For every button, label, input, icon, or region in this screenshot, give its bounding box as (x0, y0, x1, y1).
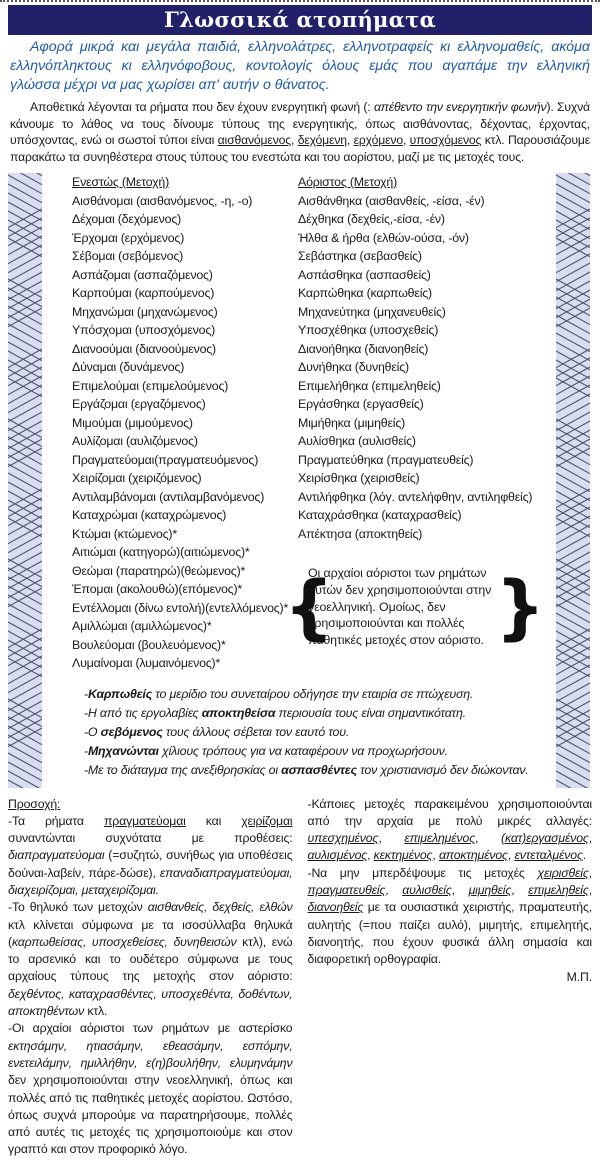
participle-term: υπεσχημένος (307, 831, 379, 846)
participle-term: κεκτημένος (373, 848, 433, 863)
attention-heading: Προσοχή: (8, 796, 61, 811)
aorist-verb-row: Επιμελήθηκα (επιμεληθείς) (298, 378, 441, 393)
example-sentence (84, 742, 550, 761)
aorist-verb-row: Σεβάστηκα (σεβασθείς) (298, 249, 422, 263)
hatch-line (8, 744, 42, 763)
present-verb-row: Διανοούμαι (διανοούμενος) (72, 341, 216, 356)
hatch-line (556, 744, 590, 763)
hatch-line (556, 753, 590, 772)
text-fragment: διαπραγματεύομαι (8, 848, 105, 863)
present-verb-row: Αυλίζομαι (αυλιζόμενος) (72, 434, 198, 448)
attention-item (8, 813, 293, 899)
aorist-column-header: Αόριστος (Μετοχή) (298, 175, 397, 189)
example-sentence (84, 704, 550, 723)
participle-term-wrapper (308, 831, 379, 845)
text-fragment: -Να μην μπερδέψουμε τις μετοχές (307, 865, 538, 880)
participle-term-wrapper (308, 900, 364, 914)
participle-term: μιμηθείς (468, 882, 512, 897)
aorist-verb-row: Δυνήθηκα (δυνηθείς) (298, 360, 409, 374)
text-fragment: χειρίζομαι (241, 813, 293, 828)
text-fragment: κτλ. (84, 1004, 108, 1019)
participle-term: επιμελημένος (404, 831, 476, 846)
para-text: κτλ. Παρουσιάζουμε παρακάτω τα συνηθέστερα στους τύπους του ενεστώτα και του αορίστου, μαζί με τις μετοχές τους. (10, 133, 590, 164)
example-text: περιουσία τους είναι σημαντικότατη. (275, 705, 466, 720)
hatch-line (556, 173, 590, 185)
present-verb-row: Καταχρώμαι (καταχρώμενος) (72, 508, 227, 522)
aorist-verb-row: Ήλθα & ήρθα (ελθών-ούσα, -όν) (298, 230, 469, 245)
hatch-line (556, 762, 590, 781)
aorist-verb-row: Αυλίσθηκα (αυλισθείς) (298, 434, 416, 448)
note-text: Οι αρχαίοι αόριστοι των ρημάτων αυτών δεν χρησιμοποιούνται στην νεοελληνική. Ομοίως, δεν χρησιμοποιούνται και πολλές παθητικές μετοχές στον αόριστο. (308, 566, 492, 648)
hatch-pattern-icon (8, 173, 42, 788)
participle-list: χειρισθείς, πραγματευθείς, αυλισθείς, μιμηθείς, επιμεληθείς, διανοηθείς (307, 865, 592, 915)
example-text: - (84, 686, 88, 701)
participle-term: διανοηθείς (307, 900, 364, 915)
text-fragment: με τα ουσιαστικά χειριστής, πραματευτής, αυλητής (=που παίζει αυλό), μιμητής, επιμελητής, διανοητής, που έχουν φυσικά άλλη σημασία και διαφορετική ορθογραφία. (307, 900, 592, 967)
hatch-line (556, 175, 590, 194)
article-title: Γλωσσικά ατοπήματα (8, 5, 592, 35)
participle-term-wrapper (404, 831, 475, 845)
present-verb-row: Εντέλλομαι (δίνω εντολή)(εντελλόμενος)* (72, 600, 289, 615)
hatch-line (556, 333, 590, 352)
present-verb-row: Χειρίζομαι (χειριζόμενος) (72, 471, 202, 485)
text-fragment: εκτησάμην, ητιασάμην, εθεασάμην, εσπόμην, ενετειλάμην, ημιλλήθην, ε(η)βουλήθην, ελυμηνάμην (8, 1038, 293, 1070)
participle-term: αυλισθείς (402, 882, 452, 897)
text-fragment: δεν χρησιμοποιούνται στην νεοελληνική, όπως και πολλές από τις παθητικές μετοχές αορίστου. Ωστόσο, όπως συχνά μπορούμε να παρατηρήσουμε, πολλές από αυτές τις μετοχές τις χρησιμοποιούμε και στον γραπτό και στον προφορικό λόγο. (8, 1073, 293, 1157)
aorist-verb-row: Αντιλήφθηκα (λόγ. αντελήφθην, αντιληφθείς) (298, 489, 533, 504)
attention-section (8, 796, 592, 1167)
hatch-line (556, 683, 590, 702)
para-text: Αποθετικά λέγονται τα ρήματα που δεν έχουν ενεργητική φωνή (: (30, 100, 371, 114)
example-text: τους άλλους σέβεται τον εαυτό του. (162, 724, 350, 739)
present-verb-row: Αισθάνομαι (αισθανόμενος, -η, -ο) (72, 193, 253, 208)
participle-list: υπεσχημένος, επιμελημένος, (κατ)εργασμένος, αυλισμένος, κεκτημένος, αποκτημένος, εντεταλμένος. (307, 831, 592, 863)
hatch-line (8, 173, 42, 185)
participle-term-wrapper (439, 848, 508, 862)
highlighted-participle: αποκτηθείσα (201, 705, 276, 720)
participle-term-wrapper (528, 883, 589, 897)
present-verb-row: Δύναμαι (δυνάμενος) (72, 360, 185, 374)
text-fragment: κτλ κλίνεται σύμφωνα με τα ισοσύλλαβα θηλυκά ( (8, 917, 293, 949)
participle-term-wrapper (402, 883, 451, 897)
example-sentences (50, 685, 550, 788)
text-fragment: -Το θηλυκό των μετοχών (8, 900, 148, 915)
aorist-verb-row: Δέχθηκα (δεχθείς,-είσα, -έν) (298, 212, 445, 226)
hatch-line (8, 613, 42, 632)
correct-form: αισθανόμενος (217, 133, 291, 147)
hatch-line (8, 403, 42, 422)
present-tense-column (72, 173, 292, 673)
text-fragment: (=συζητώ, συνήθως για υποθέσεις δούναι-λαβείν, πάρε-δώσε), (8, 848, 293, 880)
attention-column-right (308, 796, 593, 1159)
aorist-list (298, 192, 550, 544)
present-verb-row: Καρπούμαι (καρπούμενος) (72, 286, 215, 300)
hatch-line (8, 333, 42, 352)
example-sentence (84, 761, 550, 780)
text-fragment: -Οι αρχαίοι αόριστοι των ρημάτων με αστερίσκο (8, 1021, 293, 1036)
highlighted-participle: Μηχανώνται (87, 743, 159, 758)
attention-item (8, 1020, 293, 1158)
hatch-line (8, 771, 42, 788)
hatch-line (556, 464, 590, 483)
hatch-line (8, 254, 42, 273)
hatch-line (556, 254, 590, 273)
present-verb-row: Αιτιώμαι (κατηγορώ)(αιτιώμενος)* (72, 545, 250, 559)
present-verb-row: Πραγματεύομαι(πραγματευόμενος) (72, 452, 259, 467)
attention-item (8, 899, 293, 1020)
text-fragment: καρπωθείσας, υποσχεθείσες, δυνηθεισών (11, 934, 237, 949)
aorist-verb-row: Πραγματεύθηκα (πραγματευθείς) (298, 452, 474, 467)
hatch-line (556, 263, 590, 282)
hatch-line (8, 464, 42, 483)
correct-form: ερχόμενο (353, 133, 403, 147)
aorist-verb-row: Καρπώθηκα (καρπωθείς) (298, 286, 432, 300)
braced-note (284, 561, 545, 653)
para-italic-quote: απέθεντο την ενεργητικήν φωνήν (373, 100, 547, 114)
correct-form: υποσχόμενος (409, 133, 482, 147)
decorative-side-panel-right (556, 173, 590, 788)
decorative-side-panel-left (8, 173, 42, 788)
participle-term-wrapper (308, 848, 368, 862)
hatch-line (8, 324, 42, 343)
present-column-header: Ενεστώς (Μετοχή) (72, 175, 170, 189)
text-fragment: πραγματεύομαι (103, 813, 186, 828)
hatch-line (556, 613, 590, 632)
hatch-line (8, 543, 42, 562)
hatch-pattern-icon (556, 173, 590, 788)
attention-item (308, 796, 593, 865)
aorist-verb-row: Ασπάσθηκα (ασπασθείς) (298, 267, 431, 282)
example-text: το μερίδιο του συνεταίρου οδήγησε την εταιρία σε πτώχευση. (152, 686, 474, 701)
text-fragment: κτλ), ενώ το αρσενικό και το ουδέτερο σύμφωνα με τους αρχαίους τύπους της μετοχής στον αόριστο: (8, 934, 293, 984)
hatch-line (8, 674, 42, 693)
aorist-tense-column (284, 173, 550, 673)
participle-term: (κατ)εργασμένος (501, 831, 589, 846)
example-text: -Η από τις εργολαβίες (84, 705, 202, 720)
hatch-line (8, 753, 42, 772)
text-fragment: επαναδιαπραγματεύομαι, διαχειρίζομαι, μεταχειρίζομαι. (8, 865, 293, 897)
present-verb-row: Μηχανώμαι (μηχανώμενος) (72, 304, 218, 319)
present-list (72, 192, 292, 673)
example-sentence (84, 723, 550, 742)
attention-column-left (8, 796, 293, 1159)
text-fragment: -Τα ρήματα (8, 813, 104, 828)
verb-table-section (0, 173, 600, 788)
correct-form: δεχόμενη (297, 133, 347, 147)
present-verb-row: Βουλεύομαι (βουλευόμενος)* (72, 637, 226, 652)
hatch-line (8, 193, 42, 212)
hatch-line (8, 394, 42, 413)
hatch-line (8, 604, 42, 623)
hatch-line (556, 543, 590, 562)
present-verb-row: Κτώμαι (κτώμενος)* (72, 526, 177, 541)
present-verb-row: Ασπάζομαι (ασπαζόμενος) (72, 267, 213, 282)
aorist-verb-row: Διανοήθηκα (διανοηθείς) (298, 341, 429, 356)
participle-term: αυλισμένος (307, 848, 368, 863)
present-verb-row: Λυμαίνομαι (λυμαινόμενος)* (72, 656, 221, 670)
aorist-verb-row: Απέκτησα (αποκτηθείς) (298, 526, 423, 541)
intro-paragraph: Αφορά μικρά και μεγάλα παιδιά, ελληνολάτρες, ελληνοτραφείς κι ελληνομαθείς, ακόμα ελληνόπληκτους κι ελληνόφοβους, κοντολογίς όλους εμάς που αγαπάμε την ελληνική γλώσσα μέχρι να μας χωρίσει απ' αυτήν ο θάνατος. (10, 39, 590, 93)
present-verb-row: Έρχομαι (ερχόμενος) (72, 230, 185, 245)
aorist-verb-row: Υποσχέθηκα (υποσχεθείς) (298, 323, 439, 337)
participle-term: πραγματευθείς (307, 882, 386, 897)
hatch-line (8, 263, 42, 282)
hatch-line (556, 674, 590, 693)
hatch-line (8, 762, 42, 781)
participle-term: αποκτημένος (438, 848, 508, 863)
participle-term: χειρισθείς (537, 865, 589, 880)
attention-item (308, 865, 593, 969)
highlighted-participle: ασπασθέντες (281, 762, 357, 777)
participle-term-wrapper (501, 831, 589, 845)
hatch-line (556, 193, 590, 212)
hatch-line (8, 683, 42, 702)
participle-term-wrapper (374, 848, 433, 862)
present-verb-row: Μιμούμαι (μιμούμενος) (72, 415, 193, 430)
aorist-verb-row: Χειρίσθηκα (χειρισθείς) (298, 471, 420, 485)
participle-term-wrapper (514, 848, 582, 862)
participle-term: εντεταλμένος (514, 848, 583, 863)
example-text: -Με το διάταγμα της ανεξιθρησκίας οι (84, 762, 282, 777)
highlighted-participle: σεβόμενος (100, 724, 163, 739)
para-text: ). Συχνά κάνουμε το λάθος να τους δίνουμε τύπους της ενεργητικής, όπως αισθάνοντας, δέχοντας, έρχοντας, υπόσχοντας, ενώ οι σωστοί τύποι είναι (10, 100, 590, 147)
example-text: χίλιους τρόπους για να καταφέρουν να προχωρήσουν. (158, 743, 448, 758)
left-brace-icon: { (284, 565, 334, 648)
participle-term-wrapper (469, 883, 512, 897)
aorist-verb-row: Καταχράσθηκα (καταχρασθείς) (298, 508, 462, 522)
participle-term: επιμεληθείς (528, 882, 589, 897)
hatch-line (8, 534, 42, 553)
hatch-line (8, 473, 42, 492)
present-verb-row: Υπόσχομαι (υποσχόμενος) (72, 323, 216, 337)
hatch-line (556, 604, 590, 623)
hatch-line (8, 175, 42, 194)
hatch-line (8, 184, 42, 203)
highlighted-participle: Καρπωθείς (87, 686, 153, 701)
present-verb-row: Έπομαι (ακολουθώ)(επόμενος)* (72, 582, 242, 596)
present-verb-row: Αμιλλώμαι (αμιλλώμενος)* (72, 619, 212, 633)
aorist-verb-row: Μιμήθηκα (μιμηθείς) (298, 415, 406, 430)
present-verb-row: Θεώμαι (παρατηρώ)(θεώμενος)* (72, 563, 246, 578)
example-sentence (84, 685, 550, 704)
aorist-verb-row: Εργάσθηκα (εργασθείς) (298, 397, 424, 411)
present-verb-row: Εργάζομαι (εργαζόμενος) (72, 397, 206, 411)
present-verb-row: Δέχομαι (δεχόμενος) (72, 212, 182, 226)
present-verb-row: Αντιλαμβάνομαι (αντιλαμβανόμενος) (72, 489, 265, 504)
text-fragment: -Κάποιες μετοχές παρακειμένου χρησιμοποιούνται από την αρχαία με πολύ μικρές αλλαγές: (307, 796, 592, 828)
hatch-line (556, 184, 590, 203)
explanation-paragraph: Αποθετικά λέγονται τα ρήματα που δεν έχουν ενεργητική φωνή (: απέθεντο την ενεργητικήν φωνήν). Συχνά κάνουμε το λάθος να τους δίνουμε τύπους της ενεργητικής, όπως αισθάνοντας, δέχοντας, έρχοντας, υπόσχοντας, ενώ οι σωστοί τύποι είναι αισθανόμενος, δεχόμενη, ερχόμενο, υποσχόμενος κτλ. Παρουσιάζουμε παρακάτω τα συνηθέστερα στους τύπους του ενεστώτα και του αορίστου, μαζί με τις μετοχές τους. (10, 100, 590, 164)
verb-tables (50, 173, 550, 673)
present-verb-row: Επιμελούμαι (επιμελούμενος) (72, 378, 229, 393)
hatch-line (556, 403, 590, 422)
hatch-line (556, 534, 590, 553)
present-verb-row: Σέβομαι (σεβόμενος) (72, 249, 184, 263)
example-text: τον χριστιανισμό δεν διώκονταν. (356, 762, 529, 777)
hatch-line (556, 394, 590, 413)
right-brace-icon: } (495, 565, 545, 648)
participle-term-wrapper (308, 883, 386, 897)
example-text: -Ο (84, 724, 101, 739)
text-fragment: και (185, 813, 242, 828)
text-fragment: αισθανθείς, δεχθείς, ελθών (147, 900, 293, 915)
text-fragment: συναντώνται συχνότατα με προθέσεις: (8, 831, 293, 846)
aorist-verb-row: Μηχανεύτηκα (μηχανευθείς) (298, 304, 446, 319)
hatch-line (556, 473, 590, 492)
text-fragment: δεχθέντος, καταχρασθέντες, υποσχεθέντα, δοθέντων, αποκτηθέντων (8, 986, 293, 1019)
hatch-line (556, 324, 590, 343)
hatch-line (556, 771, 590, 788)
aorist-verb-row: Αισθάνθηκα (αισθανθείς, -είσα, -έν) (298, 193, 485, 208)
example-text: - (84, 743, 88, 758)
participle-term-wrapper (537, 866, 588, 880)
author-signature: Μ.Π. (566, 970, 592, 985)
